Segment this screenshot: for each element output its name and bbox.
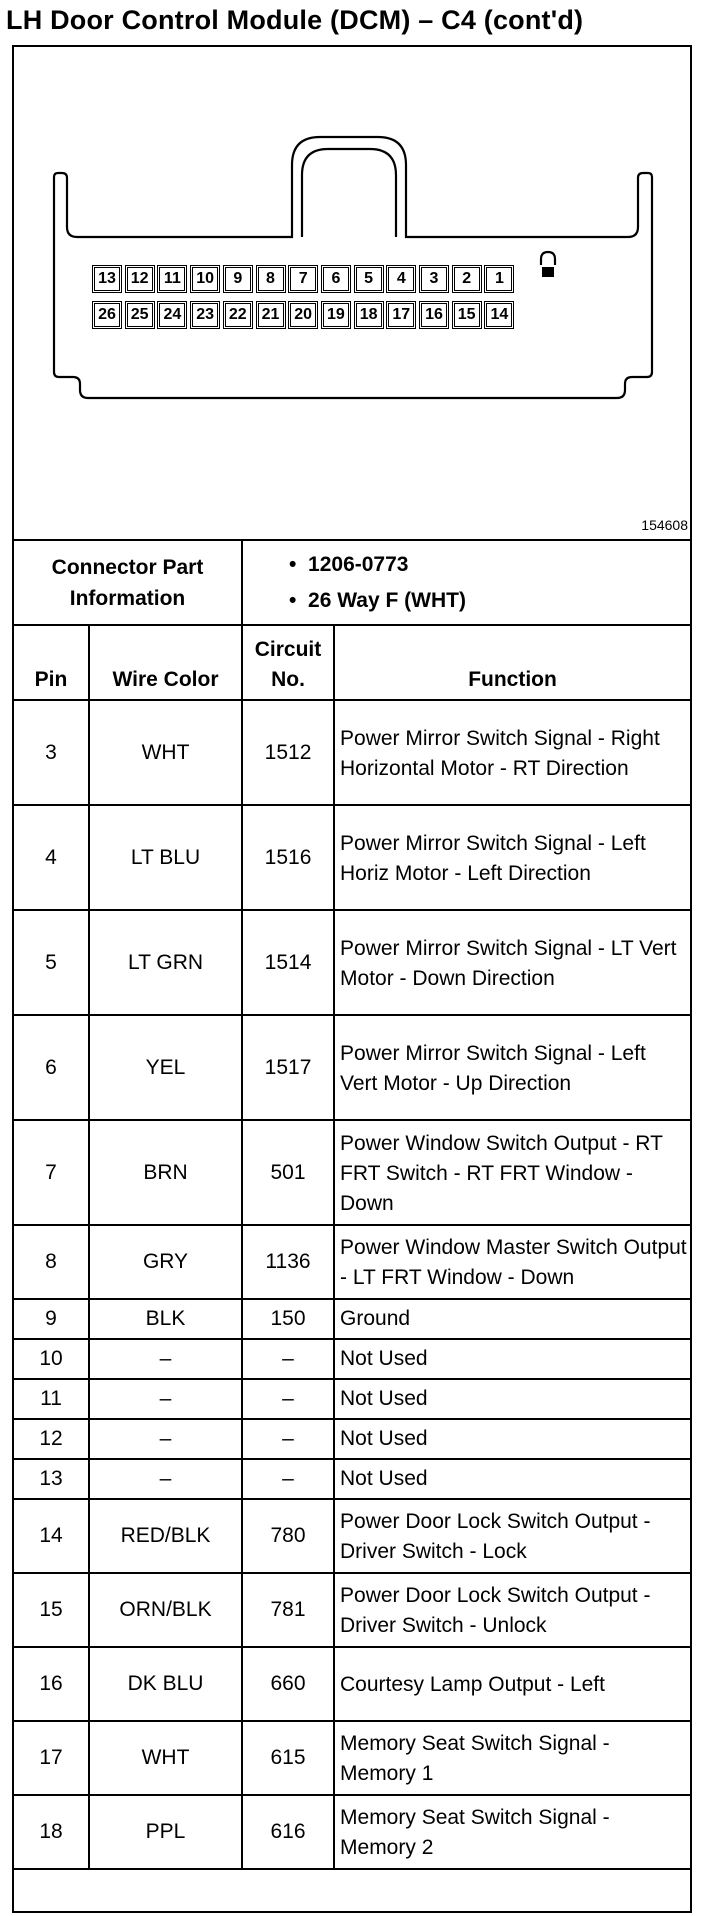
wire-color-cell: YEL: [89, 1015, 242, 1120]
header-function: Function: [334, 625, 690, 700]
connector-pin: 12: [125, 265, 155, 293]
wire-color-cell: –: [89, 1379, 242, 1419]
header-wire-color: Wire Color: [89, 625, 242, 700]
circuit-cell: 1514: [242, 910, 334, 1015]
function-cell: Memory Seat Switch Signal - Memory 2: [334, 1795, 690, 1869]
circuit-cell: 501: [242, 1120, 334, 1225]
function-cell: Not Used: [334, 1379, 690, 1419]
connector-pin: 19: [321, 301, 351, 329]
table-row: [14, 1647, 690, 1721]
function-cell: Not Used: [334, 1459, 690, 1499]
connector-pin: 7: [288, 265, 318, 293]
pinout-table: [14, 539, 690, 1870]
circuit-cell: 1517: [242, 1015, 334, 1120]
table-row: [14, 1225, 690, 1299]
connector-part-label: Connector Part Information: [14, 540, 242, 625]
connector-outline: [14, 47, 690, 539]
wire-color-cell: WHT: [89, 1721, 242, 1795]
table-row: [14, 1299, 690, 1339]
header-circuit-no: [242, 625, 334, 700]
function-cell: Power Mirror Switch Signal - Left Vert Motor - Up Direction: [334, 1015, 690, 1120]
wire-color-cell: –: [89, 1419, 242, 1459]
circuit-cell: –: [242, 1339, 334, 1379]
circuit-cell: 1512: [242, 700, 334, 805]
wire-color-cell: BRN: [89, 1120, 242, 1225]
pin-cell: 16: [14, 1647, 89, 1721]
connector-pin: 21: [256, 301, 286, 329]
connector-pin: 11: [157, 265, 187, 293]
table-row: [14, 1499, 690, 1573]
wire-color-cell: WHT: [89, 700, 242, 805]
table-row: [14, 1339, 690, 1379]
circuit-cell: 150: [242, 1299, 334, 1339]
connector-pin: 9: [223, 265, 253, 293]
function-cell: Memory Seat Switch Signal - Memory 1: [334, 1721, 690, 1795]
function-cell: Not Used: [334, 1339, 690, 1379]
connector-pin: 20: [288, 301, 318, 329]
circuit-cell: 660: [242, 1647, 334, 1721]
table-row: [14, 1721, 690, 1795]
connector-pin: 15: [452, 301, 482, 329]
pin-cell: 15: [14, 1573, 89, 1647]
pin-cell: 18: [14, 1795, 89, 1869]
table-row: [14, 1120, 690, 1225]
table-row: [14, 1573, 690, 1647]
pin-cell: 17: [14, 1721, 89, 1795]
pin-cell: 5: [14, 910, 89, 1015]
circuit-cell: –: [242, 1459, 334, 1499]
wire-color-cell: ORN/BLK: [89, 1573, 242, 1647]
connector-pin: 5: [354, 265, 384, 293]
table-row: [14, 910, 690, 1015]
connector-way-info: • 26 Way F (WHT): [289, 583, 690, 619]
connector-pin: 24: [157, 301, 187, 329]
pin-cell: 8: [14, 1225, 89, 1299]
function-cell: Power Window Switch Output - RT FRT Switch - RT FRT Window - Down: [334, 1120, 690, 1225]
table-row: [14, 1015, 690, 1120]
circuit-cell: 1516: [242, 805, 334, 910]
function-cell: Ground: [334, 1299, 690, 1339]
connector-part-number: • 1206-0773: [289, 547, 690, 583]
connector-pin: 22: [223, 301, 253, 329]
pin-cell: 11: [14, 1379, 89, 1419]
connector-pin: 25: [125, 301, 155, 329]
connector-pin: 6: [321, 265, 351, 293]
circuit-cell: 780: [242, 1499, 334, 1573]
wire-color-cell: LT BLU: [89, 805, 242, 910]
connector-pin: 10: [190, 265, 220, 293]
table-row: [14, 700, 690, 805]
function-cell: Courtesy Lamp Output - Left: [334, 1647, 690, 1721]
pin-cell: 13: [14, 1459, 89, 1499]
pin-cell: 14: [14, 1499, 89, 1573]
header-pin: Pin: [14, 625, 89, 700]
function-cell: Power Mirror Switch Signal - Left Horiz Motor - Left Direction: [334, 805, 690, 910]
function-cell: Not Used: [334, 1419, 690, 1459]
wire-color-cell: GRY: [89, 1225, 242, 1299]
pin-cell: 6: [14, 1015, 89, 1120]
table-row: [14, 1795, 690, 1869]
wire-color-cell: RED/BLK: [89, 1499, 242, 1573]
table-row: [14, 1459, 690, 1499]
pin-cell: 4: [14, 805, 89, 910]
circuit-cell: –: [242, 1379, 334, 1419]
connector-part-info: [242, 540, 690, 625]
wire-color-cell: DK BLU: [89, 1647, 242, 1721]
header-circuit-text: Circuit No.: [254, 638, 322, 691]
connector-diagram: [14, 47, 690, 541]
circuit-cell: 615: [242, 1721, 334, 1795]
figure-number: 154608: [641, 517, 688, 533]
connector-pin: 16: [419, 301, 449, 329]
table-row: [14, 805, 690, 910]
pin-cell: 7: [14, 1120, 89, 1225]
circuit-cell: 1136: [242, 1225, 334, 1299]
connector-pin: 14: [484, 301, 514, 329]
connector-pin: 17: [386, 301, 416, 329]
pin-cell: 10: [14, 1339, 89, 1379]
connector-pin: 2: [452, 265, 482, 293]
function-cell: Power Window Master Switch Output - LT FRT Window - Down: [334, 1225, 690, 1299]
function-cell: Power Mirror Switch Signal - LT Vert Motor - Down Direction: [334, 910, 690, 1015]
wire-color-cell: PPL: [89, 1795, 242, 1869]
connector-pin: 18: [354, 301, 384, 329]
function-cell: Power Door Lock Switch Output - Driver Switch - Unlock: [334, 1573, 690, 1647]
pin-cell: 9: [14, 1299, 89, 1339]
wire-color-cell: BLK: [89, 1299, 242, 1339]
wire-color-cell: –: [89, 1339, 242, 1379]
connector-pin: 23: [190, 301, 220, 329]
connector-pin: 8: [256, 265, 286, 293]
pin-cell: 3: [14, 700, 89, 805]
circuit-cell: –: [242, 1419, 334, 1459]
connector-pin: 1: [484, 265, 514, 293]
table-row: [14, 1419, 690, 1459]
circuit-cell: 616: [242, 1795, 334, 1869]
pin-cell: 12: [14, 1419, 89, 1459]
connector-pin: 26: [92, 301, 122, 329]
table-row: [14, 1379, 690, 1419]
circuit-cell: 781: [242, 1573, 334, 1647]
connector-pin: 4: [386, 265, 416, 293]
wire-color-cell: LT GRN: [89, 910, 242, 1015]
connector-pin: 13: [92, 265, 122, 293]
connector-pin: 3: [419, 265, 449, 293]
function-cell: Power Mirror Switch Signal - Right Horizontal Motor - RT Direction: [334, 700, 690, 805]
function-cell: Power Door Lock Switch Output - Driver Switch - Lock: [334, 1499, 690, 1573]
connector-frame: [12, 45, 692, 1913]
page-title: LH Door Control Module (DCM) – C4 (cont'd): [6, 5, 584, 35]
wire-color-cell: –: [89, 1459, 242, 1499]
